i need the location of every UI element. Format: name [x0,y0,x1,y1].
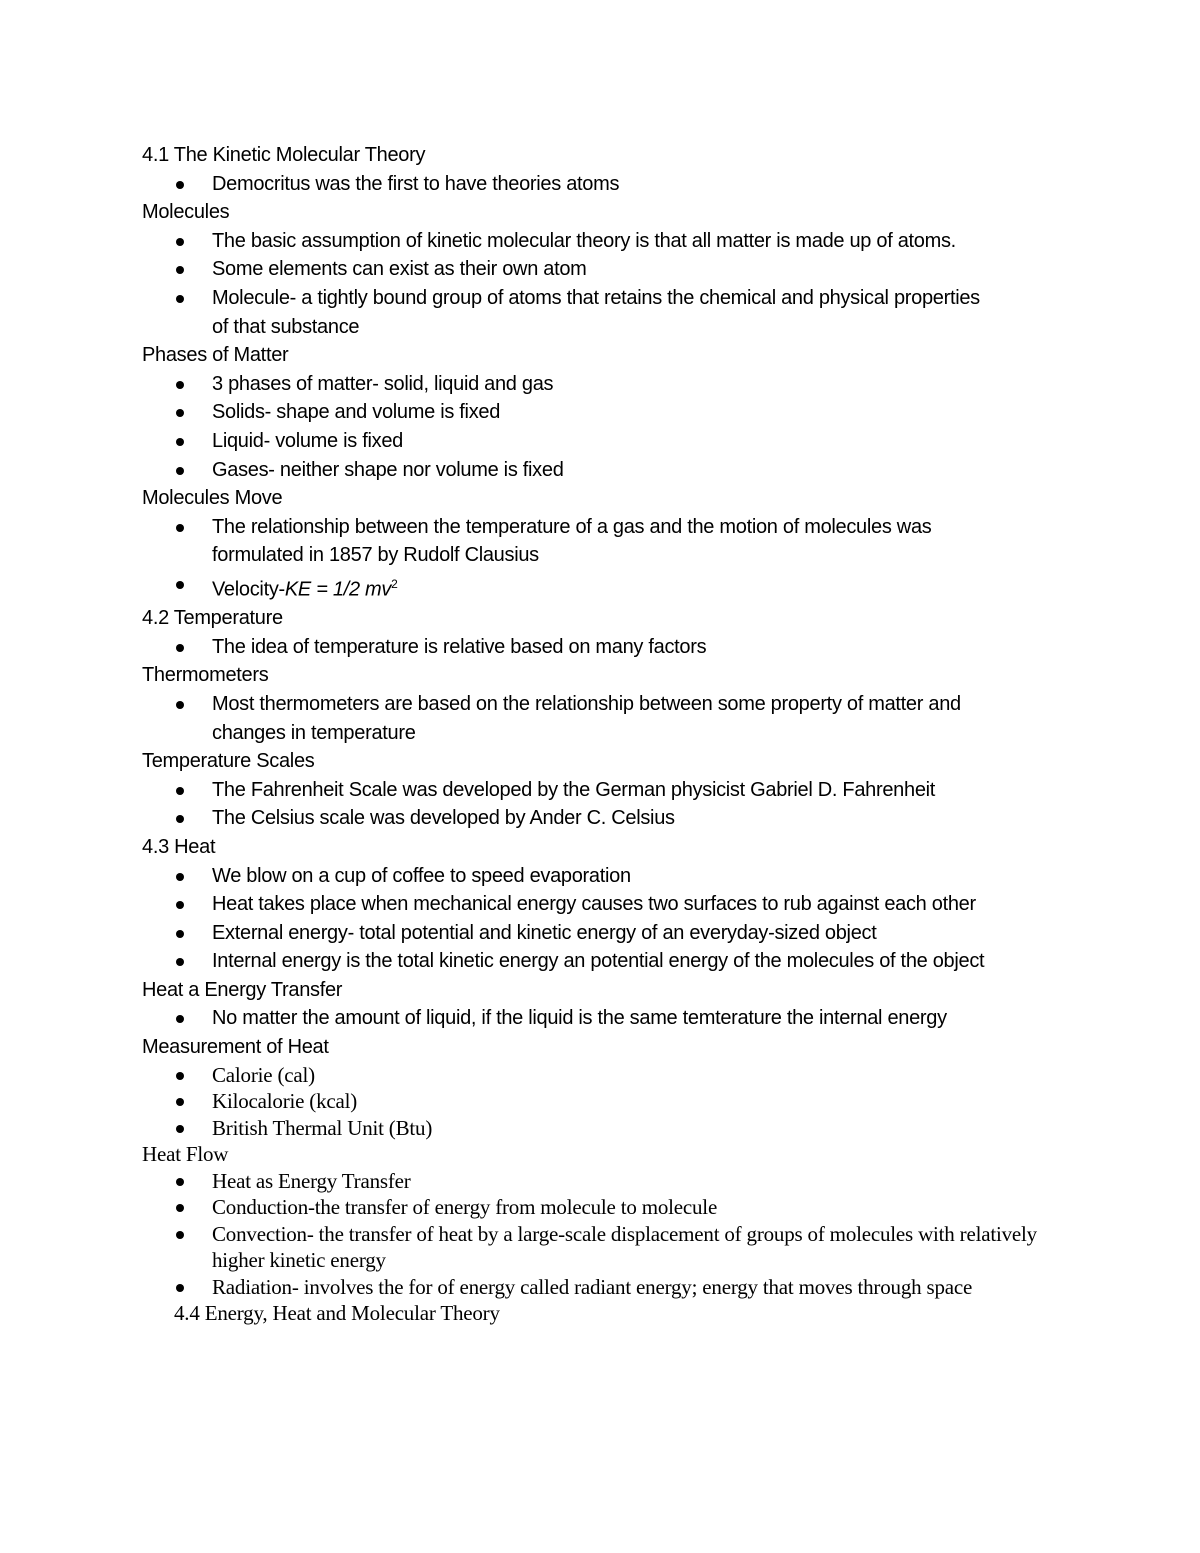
section-heading: Molecules Move [142,487,283,510]
list-item: The basic assumption of kinetic molecular theory is that all matter is made up of atoms. [142,227,1102,256]
bullet-list [142,690,1102,747]
bullet-list [142,776,1102,833]
section-heading: 4.2 Temperature [142,607,283,630]
list-item: Liquid- volume is fixed [142,427,1102,456]
bullet-list [142,1062,1102,1142]
list-item: Democritus was the first to have theories atoms [142,170,1102,199]
bullet-icon [176,1231,184,1239]
bullet-list [142,862,1102,976]
list-item: Heat takes place when mechanical energy causes two surfaces to rub against each other [142,890,1102,919]
bullet-icon [176,901,184,909]
formula: KE = 1/2 mv [284,578,392,601]
list-item: Molecule- a tightly bound group of atoms that retains the chemical and physical properties of that substance [142,284,992,341]
list-item: Solids- shape and volume is fixed [142,398,1102,427]
bullet-icon [176,1178,184,1186]
list-item: The Fahrenheit Scale was developed by the German physicist Gabriel D. Fahrenheit [142,776,1102,805]
list-item: British Thermal Unit (Btu) [142,1115,1102,1142]
bullet-icon [176,701,184,709]
bullet-icon [176,1284,184,1292]
bullet-list [142,633,1102,662]
list-item: Convection- the transfer of heat by a large-scale displacement of groups of molecules with relatively higher kinetic energy [142,1221,1042,1274]
list-item: Some elements can exist as their own atom [142,255,1102,284]
bullet-icon [176,438,184,446]
section-heading: Temperature Scales [142,750,315,773]
bullet-list [142,513,1102,604]
list-item: The Celsius scale was developed by Ander C. Celsius [142,804,1102,833]
list-item: Velocity-KE = 1/2 $mv^2$ [142,570,1102,604]
bullet-icon [176,644,184,652]
list-item: Heat as Energy Transfer [142,1168,1102,1195]
section-heading: 4.3 Heat [142,835,216,858]
bullet-icon [176,930,184,938]
bullet-list [142,227,1102,341]
section-heading: 4.4 Energy, Heat and Molecular Theory [174,1301,500,1326]
section-heading: Heat Flow [142,1142,229,1167]
bullet-icon [176,266,184,274]
serif-block [142,1062,1102,1327]
bullet-icon [176,815,184,823]
bullet-icon [176,873,184,881]
document-body [142,141,1102,1327]
list-item: Calorie (cal) [142,1062,1102,1089]
list-item: Most thermometers are based on the relationship between some property of matter and changes in temperature [142,690,1022,747]
bullet-icon [176,1015,184,1023]
bullet-icon [176,467,184,475]
section-heading: Measurement of Heat [142,1036,329,1059]
list-item: Internal energy is the total kinetic energy an potential energy of the molecules of the object [142,947,1022,976]
bullet-icon [176,958,184,966]
list-item: No matter the amount of liquid, if the liquid is the same temterature the internal energy [142,1004,1102,1033]
section-heading: 4.1 The Kinetic Molecular Theory [142,144,426,166]
bullet-icon [176,409,184,417]
list-item: We blow on a cup of coffee to speed evaporation [142,862,1102,891]
list-item: External energy- total potential and kinetic energy of an everyday-sized object [142,919,1102,948]
bullet-icon [176,1125,184,1133]
bullet-list [142,370,1102,484]
list-item: Gases- neither shape nor volume is fixed [142,456,1102,485]
list-item: Radiation- involves the for of energy called radiant energy; energy that moves through space [142,1274,1042,1301]
bullet-icon [176,787,184,795]
bullet-icon [176,238,184,246]
formula-exponent: 2 [391,576,398,591]
list-item: The relationship between the temperature of a gas and the motion of molecules was formulated in 1857 by Rudolf Clausius [142,513,1022,570]
bullet-icon [176,295,184,303]
bullet-icon [176,524,184,532]
section-heading: Heat a Energy Transfer [142,978,343,1001]
section-heading: Phases of Matter [142,344,289,367]
bullet-list [142,170,1102,199]
bullet-icon [176,381,184,389]
list-item: Conduction-the transfer of energy from molecule to molecule [142,1194,1102,1221]
list-item: Kilocalorie (kcal) [142,1088,1102,1115]
bullet-icon [176,1072,184,1080]
bullet-icon [176,581,184,589]
list-item: 3 phases of matter- solid, liquid and gas [142,370,1102,399]
bullet-list [142,1004,1102,1033]
list-item: The idea of temperature is relative based on many factors [142,633,1102,662]
section-heading: Thermometers [142,664,269,687]
bullet-icon [176,1098,184,1106]
bullet-icon [176,181,184,189]
bullet-list [142,1168,1102,1301]
section-heading: Molecules [142,201,230,224]
bullet-icon [176,1204,184,1212]
